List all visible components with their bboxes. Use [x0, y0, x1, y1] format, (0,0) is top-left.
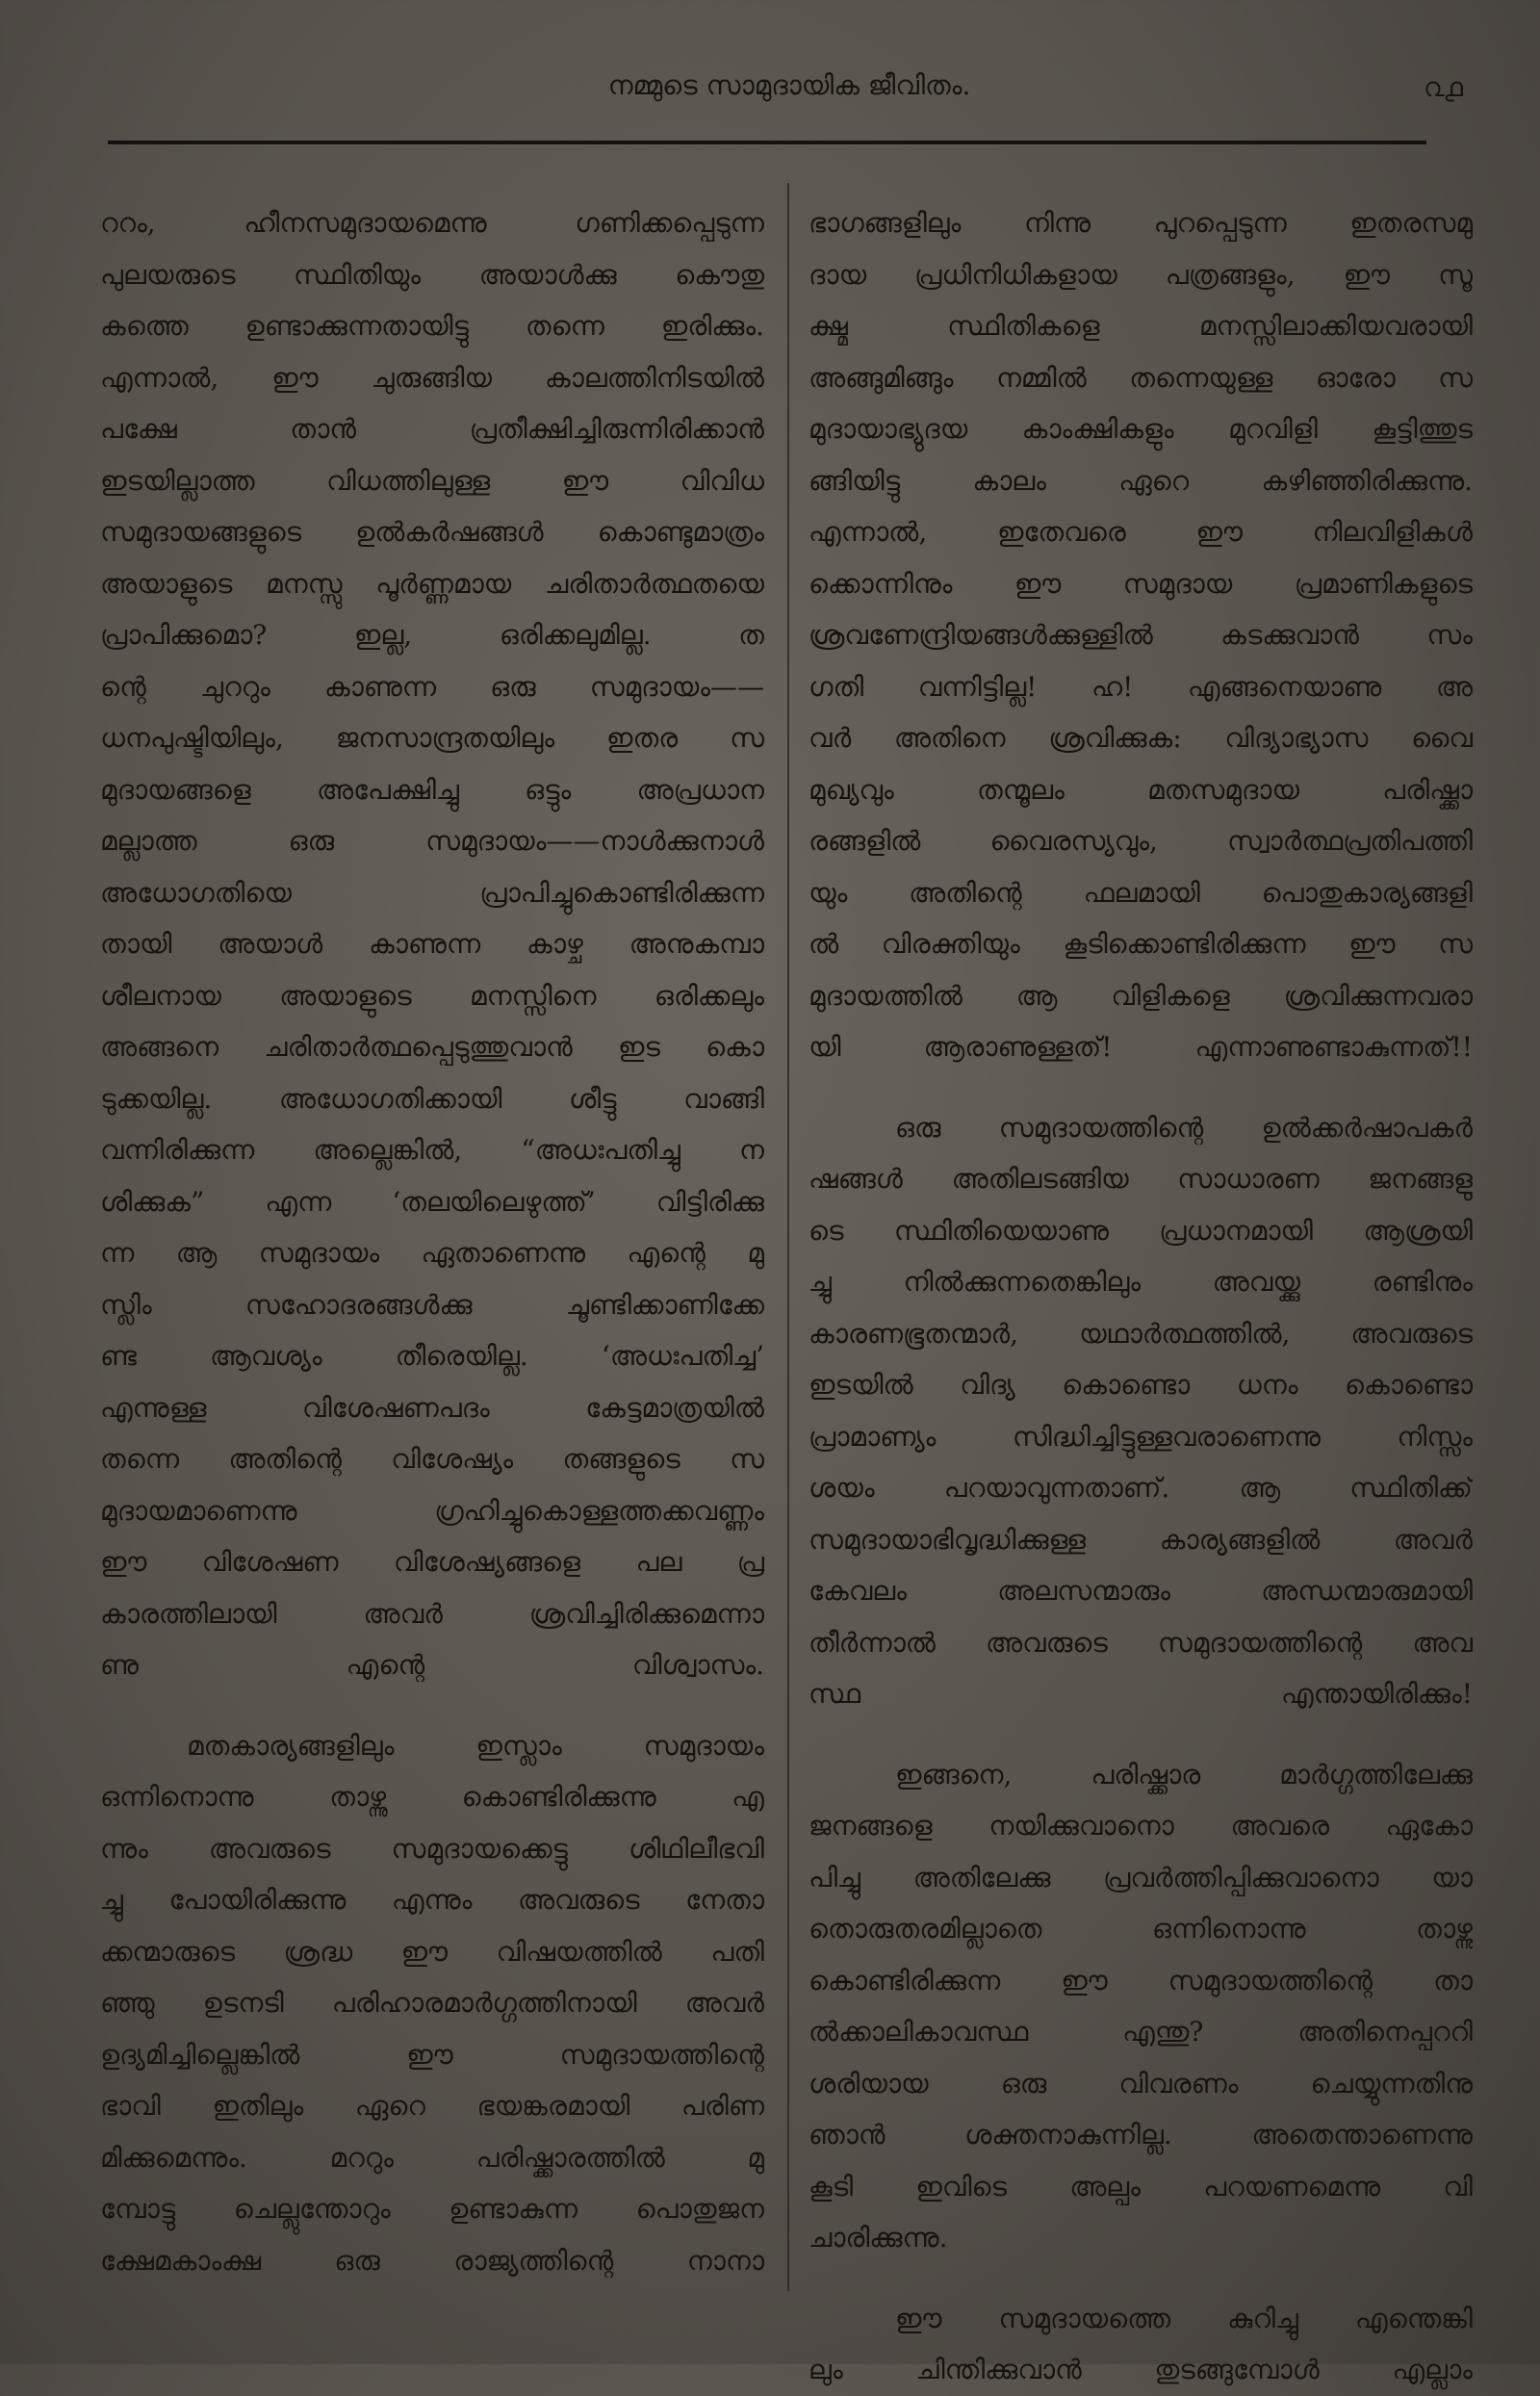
paragraph [100, 197, 764, 1691]
text-line: മല്ലാത്ത ഒരു സമുദായം——നാൾക്കുനാൾ [100, 825, 764, 857]
text-line: ഇടയില്ലാത്ത വിധത്തിലുള്ള ഈ വിവിധ [100, 464, 764, 497]
text-line: പ്രാമാണ്യം സിദ്ധിച്ചിട്ടുള്ളവരാണെന്നു നിസ്സം [808, 1420, 1473, 1453]
text-line: ടെ സ്ഥിതിയെയാണു പ്രധാനമായി ആശ്രയി [808, 1214, 1473, 1247]
text-line: ൽ വിരക്തിയും കൂടിക്കൊണ്ടിരിക്കുന്ന ഈ സ [808, 928, 1473, 960]
paragraph [100, 1720, 764, 2287]
text-line: കേവലം അലസന്മാരും അന്ധന്മാരുമായി [808, 1575, 1473, 1607]
text-line: പിച്ചു അതിലേക്കു പ്രവർത്തിപ്പിക്കുവാനൊ യാ [808, 1861, 1473, 1894]
text-line: ണ്ട ആവശ്യം തീരെയില്ല. ‘അധഃപതിച്ച’ [100, 1340, 764, 1372]
right-column [808, 197, 1473, 2396]
paragraph [808, 1749, 1473, 2264]
text-line: ച്ചു നിൽക്കുന്നതെങ്കിലും അവയ്ക്കു രണ്ടിനും [808, 1266, 1473, 1298]
text-line: വർ അതിനെ ശ്രവിക്കുക: വിദ്യാഭ്യാസ വൈ [808, 722, 1473, 754]
text-line: ശിക്കുക” എന്ന ‘തലയിലെഴുത്ത്’ വിട്ടിരിക്കു [100, 1185, 764, 1218]
paragraph [808, 1102, 1473, 1720]
text-line: കാരത്തിലായി അവർ ശ്രവിച്ചിരിക്കുമെന്നാ [100, 1597, 764, 1630]
column-divider [787, 183, 789, 2291]
text-line: ദായ പ്രധിനിധികളായ പത്രങ്ങളും, ഈ സൂ [808, 258, 1473, 291]
text-line: ച്ചു പോയിരിക്കുന്നു എന്നും അവരുടെ നേതാ [100, 1884, 764, 1916]
text-line: സമുദായങ്ങളുടെ ഉൽകർഷങ്ങൾ കൊണ്ടുമാത്രം [100, 516, 764, 548]
text-line: മുഖ്യവും തന്മൂലം മതസമുദായ പരിഷ്ക്കാ [808, 773, 1473, 806]
text-line: ഭാവി ഇതിലും ഏറെ ഭയങ്കരമായി പരിണ [100, 2090, 764, 2122]
text-line: ഇങ്ങനെ, പരിഷ്ക്കാര മാർഗ്ഗത്തിലേക്കു [895, 1758, 1473, 1791]
text-line: ചാരിക്കുന്നു. [808, 2222, 948, 2254]
header-rule [108, 141, 1426, 144]
text-line: ഒരു സമുദായത്തിന്റെ ഉൽക്കർഷാപകർ [895, 1111, 1473, 1144]
text-line: ഞാൻ ശക്തനാകുന്നില്ല. അതെന്താണെന്നു [808, 2119, 1473, 2151]
text-line: ന്നും അവരുടെ സമുദായക്കെട്ടു ശിഥിലീഭവി [100, 1832, 764, 1865]
text-line: ററം, ഹീനസമുദായമെന്നു ഗണിക്കപ്പെടുന്ന [100, 207, 764, 239]
text-line: ഉദ്യമിച്ചില്ലെങ്കിൽ ഈ സമുദായത്തിന്റെ [100, 2038, 764, 2071]
text-line: തന്നെ അതിന്റെ വിശേഷ്യം തങ്ങളുടെ സ [100, 1443, 764, 1475]
text-line: ശീലനായ അയാളുടെ മനസ്സിനെ ഒരിക്കലും [100, 979, 764, 1012]
text-line: ഈ വിശേഷണ വിശേഷ്യങ്ങളെ പല പ്ര [100, 1546, 764, 1578]
text-line: എന്നാൽ, ഈ ചുരുങ്ങിയ കാലത്തിനിടയിൽ [100, 361, 764, 394]
text-line: മിക്കുമെന്നും. മററും പരിഷ്ക്കാരത്തിൽ മു [100, 2141, 764, 2174]
text-line: പക്ഷേ താൻ പ്രതീക്ഷിച്ചിരുന്നിരിക്കാൻ [100, 413, 764, 445]
text-line: ണു എന്റെ വിശ്വാസം. [100, 1649, 764, 1681]
text-line: മ്പോട്ടു ചെല്ലുന്തോറും ഉണ്ടാകുന്ന പൊതുജന [100, 2193, 764, 2225]
text-line: യും അതിന്റെ ഫലമായി പൊതുകാര്യങ്ങളി [808, 876, 1473, 909]
text-line: അധോഗതിയെ പ്രാപിച്ചുകൊണ്ടിരിക്കുന്ന [100, 876, 764, 909]
text-line: ലും ചിന്തിക്കുവാൻ തുടങ്ങുമ്പോൾ എല്ലാം [808, 2354, 1473, 2385]
text-line: അങ്ങനെ ചരിതാർത്ഥപ്പെടുത്തുവാൻ ഇട കൊ [100, 1031, 764, 1063]
text-line: കത്തെ ഉണ്ടാക്കുന്നതായിട്ടു തന്നെ ഇരിക്കും. [100, 310, 764, 342]
text-line: രങ്ങളിൽ വൈരസ്യവും, സ്വാർത്ഥപ്രതിപത്തി [808, 825, 1473, 857]
text-line: ഇടയിൽ വിദ്യ കൊണ്ടൊ ധനം കൊണ്ടൊ [808, 1369, 1473, 1401]
text-line: തീർന്നാൽ അവരുടെ സമുദായത്തിന്റെ അവ [808, 1626, 1473, 1659]
text-line: അയാളുടെ മനസ്സു പൂർണ്ണമായ ചരിതാർത്ഥതയെ [100, 567, 764, 600]
text-line: ജനങ്ങളെ നയിക്കുവാനൊ അവരെ ഏകോ [808, 1810, 1473, 1842]
text-line: ടുക്കയില്ല. അധോഗതിക്കായി ശീട്ടു വാങ്ങി [100, 1082, 764, 1115]
text-line: ഗതി വന്നിട്ടില്ല! ഹ! എങ്ങനെയാണു അ [808, 670, 1473, 703]
text-line: യി ആരാണുള്ളത്! എന്നാണുണ്ടാകുന്നത്!! [808, 1031, 1473, 1063]
text-line: എന്നുള്ള വിശേഷണപദം കേട്ടമാത്രയിൽ [100, 1391, 764, 1424]
paragraph [808, 2293, 1473, 2396]
page-header [96, 60, 1482, 117]
text-line: ഒന്നിനൊന്നു താഴ്ന്നു കൊണ്ടിരിക്കുന്നു എ [100, 1781, 764, 1813]
text-line: അങ്ങുമിങ്ങും നമ്മിൽ തന്നെയുള്ള ഓരോ സ [808, 361, 1473, 394]
running-title: നമ്മുടെ സാമുദായിക ജീവിതം. [607, 69, 971, 101]
text-line: മതകാര്യങ്ങളിലും ഇസ്ലാം സമുദായം [187, 1729, 764, 1762]
text-line: പുലയരുടെ സ്ഥിതിയും അയാൾക്കു കൌതു [100, 258, 764, 291]
text-line: ശയം പറയാവുന്നതാണ്. ആ സ്ഥിതിക്ക് [808, 1472, 1473, 1504]
page-number: ൨൧ [1424, 71, 1463, 103]
text-line: ഈ സമുദായത്തെ കുറിച്ചു എന്തെങ്കി [895, 2302, 1473, 2334]
text-line: ക്കന്മാരുടെ ശ്രദ്ധ ഈ വിഷയത്തിൽ പതി [100, 1935, 764, 1968]
text-line: ന്ന ആ സമുദായം ഏതാണെന്നു എന്റെ മു [100, 1237, 764, 1269]
text-line: സ്ഥ എന്തായിരിക്കും! [808, 1678, 1473, 1710]
text-line: സ്ലിം സഹോദരങ്ങൾക്കു ചൂണ്ടിക്കാണിക്കേ [100, 1288, 764, 1321]
text-line: പ്രാപിക്കുമൊ? ഇല്ല, ഒരിക്കലുമില്ല. ത [100, 619, 764, 651]
text-line: ങ്ങിയിട്ടു കാലം ഏറെ കഴിഞ്ഞിരിക്കുന്നു. [808, 464, 1473, 497]
text-line: മുദായത്തിൽ ആ വിളികളെ ശ്രവിക്കുന്നവരാ [808, 979, 1473, 1012]
text-line: ശ്രവണേന്ദ്രിയങ്ങൾക്കുള്ളിൽ കടക്കുവാൻ സം [808, 619, 1473, 651]
text-line: ൽക്കാലികാവസ്ഥ എന്തു? അതിനെപ്പററി [808, 2016, 1473, 2048]
text-line: മുദായമാണെന്നു ഗ്രഹിച്ചുകൊള്ളത്തക്കവണ്ണം [100, 1494, 764, 1527]
text-line: ഷങ്ങൾ അതിലടങ്ങിയ സാധാരണ ജനങ്ങളു [808, 1163, 1473, 1195]
text-line: ശരിയായ ഒരു വിവരണം ചെയ്യുന്നതിനു [808, 2067, 1473, 2100]
text-line: കാരണഭൂതന്മാർ, യഥാർത്ഥത്തിൽ, അവരുടെ [808, 1317, 1473, 1350]
text-line: വന്നിരിക്കുന്ന അല്ലെങ്കിൽ, “അധഃപതിച്ചു ന [100, 1134, 764, 1166]
text-line: തായി അയാൾ കാണുന്ന കാഴ്ച അനുകമ്പാ [100, 928, 764, 960]
text-line: മുദായങ്ങളെ അപേക്ഷിച്ചു ഒട്ടും അപ്രധാന [100, 773, 764, 806]
text-line: ക്ഷേമകാംക്ഷ ഒരു രാജ്യത്തിന്റെ നാനാ [100, 2244, 764, 2277]
text-line: ഞ്ഞു ഉടനടി പരിഹാരമാർഗ്ഗത്തിനായി അവർ [100, 1987, 764, 2019]
text-line: തൊരുതരമില്ലാതെ ഒന്നിനൊന്നു താഴ്ന്നു [808, 1913, 1473, 1945]
text-line: ഭാഗങ്ങളിലും നിന്നു പുറപ്പെടുന്ന ഇതരസമു [808, 207, 1473, 239]
text-line: ക്ഷ്മ സ്ഥിതികളെ മനസ്സിലാക്കിയവരായി [808, 310, 1473, 342]
text-line: കൊണ്ടിരിക്കുന്ന ഈ സമുദായത്തിന്റെ താ [808, 1964, 1473, 1997]
left-column [100, 197, 764, 2286]
text-line: കൂടി ഇവിടെ അല്പം പറയണമെന്നു വി [808, 2170, 1473, 2203]
text-line: ക്കൊന്നിനും ഈ സമുദായ പ്രമാണികളുടെ [808, 567, 1473, 600]
text-line: ധനപുഷ്ടിയിലും, ജനസാന്ദ്രതയിലും ഇതര സ [100, 722, 764, 754]
text-line: ന്റെ ചുററും കാണുന്ന ഒരു സമുദായം—— [100, 670, 764, 703]
paragraph [808, 197, 1473, 1073]
text-line: സമുദായാഭിവൃദ്ധിക്കുള്ള കാര്യങ്ങളിൽ അവർ [808, 1523, 1473, 1556]
text-line: മുദായാഭ്യുദയ കാംക്ഷികളും മുറവിളി കൂട്ടിത്തുട [808, 413, 1473, 445]
text-line: എന്നാൽ, ഇതേവരെ ഈ നിലവിളികൾ [808, 516, 1473, 548]
